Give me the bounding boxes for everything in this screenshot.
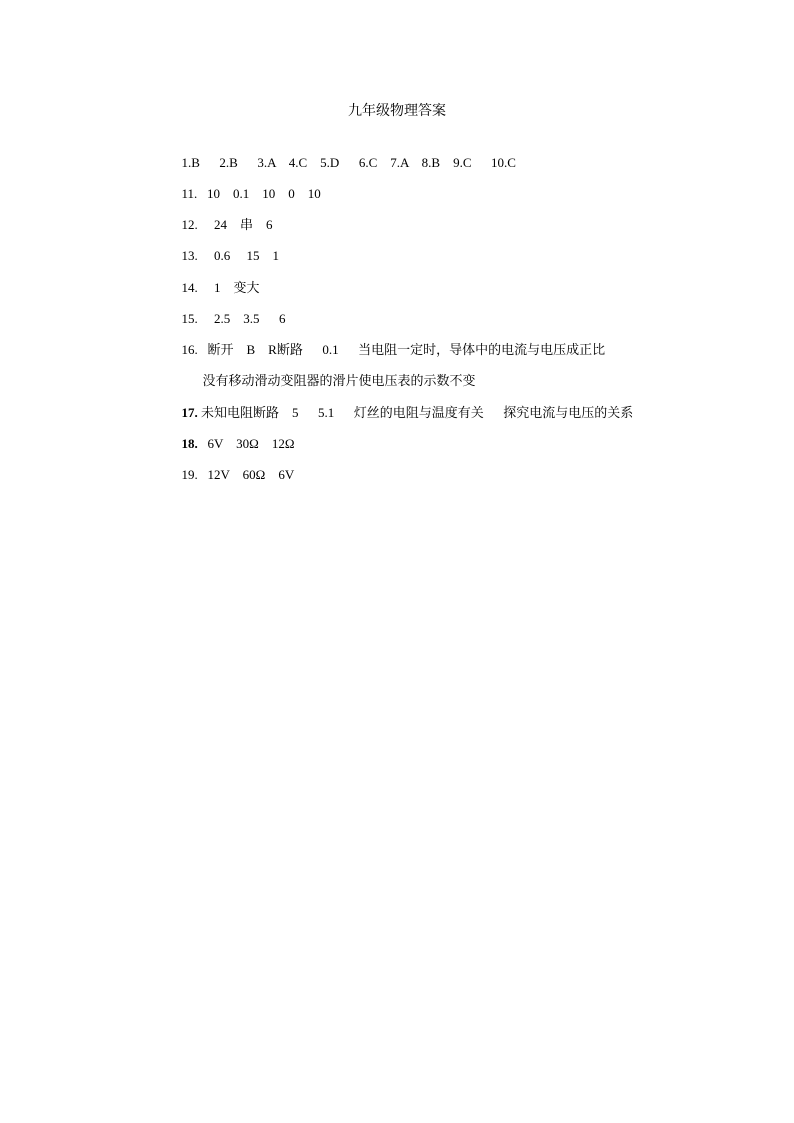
answer-line-12 (175, 195, 273, 232)
answer-text: 断开 B R断路 0.1 当电阻一定时，导体中的电流与电压成正比 (197, 342, 606, 357)
answer-line-16-continued (196, 351, 476, 388)
answer-line-11 (175, 164, 321, 201)
question-number: 16. (181, 342, 198, 357)
answer-line-13 (175, 226, 279, 263)
answer-line-18 (175, 414, 295, 451)
question-number: 12. (181, 217, 198, 232)
question-number: 17. (181, 405, 198, 420)
answer-line-1-10 (175, 133, 516, 170)
question-number: 14. (181, 280, 198, 295)
question-number: 11. (181, 186, 198, 201)
question-number: 15. (181, 311, 198, 326)
answer-line-16 (175, 320, 606, 357)
answer-text: 6V 30Ω 12Ω (197, 436, 295, 451)
answer-line-17 (175, 383, 634, 420)
answer-text: 2.5 3.5 6 (197, 311, 286, 326)
answer-text: 10 0.1 10 0 10 (197, 186, 321, 201)
answer-text: 未知电阻断路 5 5.1 灯丝的电阻与温度有关 探究电流与电压的关系 (197, 405, 634, 420)
answer-text: 0.6 15 1 (197, 248, 279, 263)
answer-text: 24 串 6 (197, 217, 273, 232)
document-title: 九年级物理答案 (348, 104, 446, 119)
answer-text: 1.B 2.B 3.A 4.C 5.D 6.C 7.A 8.B 9.C 10.C (181, 155, 516, 170)
answer-line-14 (175, 258, 260, 295)
answer-text: 没有移动滑动变阻器的滑片使电压表的示数不变 (202, 373, 476, 388)
answer-text: 1 变大 (197, 280, 260, 295)
answer-line-19 (175, 445, 295, 482)
answer-line-15 (175, 289, 286, 326)
question-number: 13. (181, 248, 198, 263)
question-number: 19. (181, 467, 198, 482)
question-number: 18. (181, 436, 198, 451)
answer-text: 12V 60Ω 6V (197, 467, 295, 482)
